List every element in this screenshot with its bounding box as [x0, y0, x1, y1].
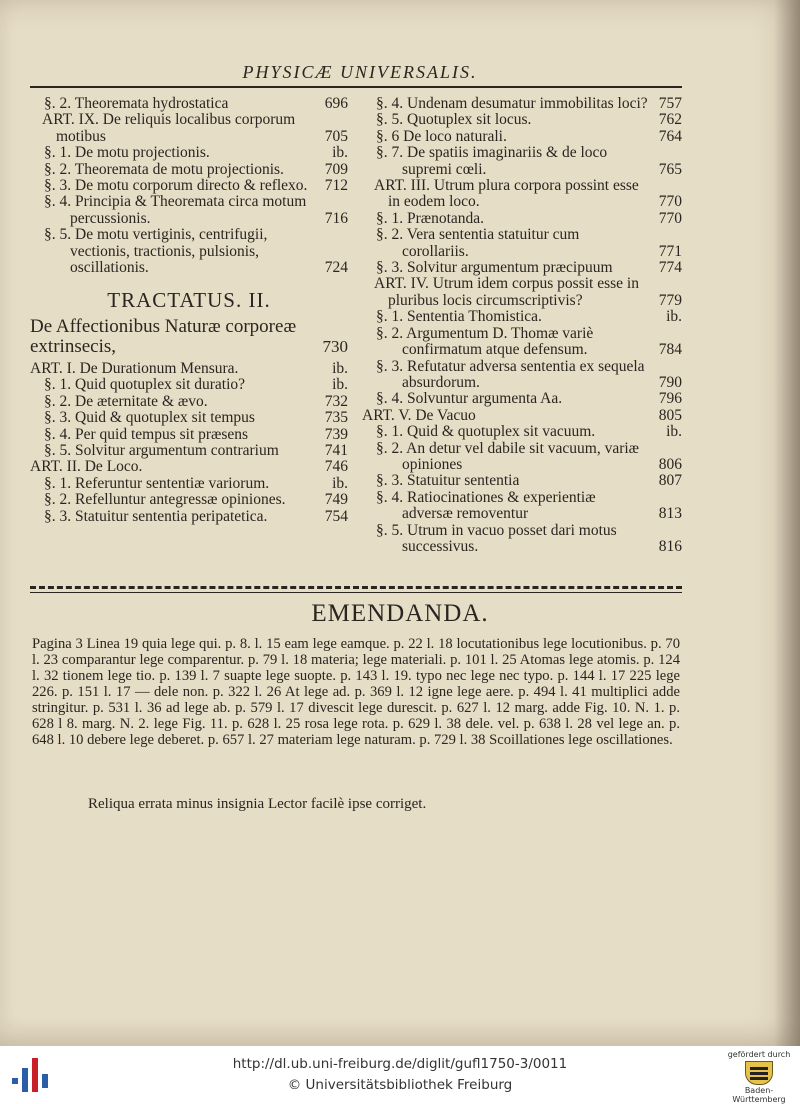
toc-entry-page: 724: [324, 259, 348, 277]
toc-entry-text: §. 4. Principia & Theoremata circa motum percussionis.: [44, 193, 307, 227]
toc-entry-page: 757: [658, 95, 682, 112]
toc-entry: [362, 129, 682, 145]
toc-left-section-1: [30, 96, 348, 276]
toc-entry-text: §. 3. Statuitur sententia peripatetica.: [44, 507, 268, 525]
toc-entry: [30, 410, 348, 426]
toc-entry-page: 805: [658, 406, 682, 424]
toc-entry: [362, 326, 682, 359]
toc-entry-page: ib.: [332, 474, 348, 492]
toc-entry: [30, 145, 348, 161]
toc-entry-text: §. 3. Solvitur argumentum præcipuum: [376, 259, 613, 277]
toc-entry-text: ART. V. De Vacuo: [362, 406, 476, 424]
toc-entry: [30, 509, 348, 525]
toc-left-column: [30, 96, 348, 525]
toc-entry-text: §. 5. De motu vertiginis, centrifugii, vectionis, tractionis, pulsionis, oscillationis.: [44, 226, 268, 277]
toc-entry-text: §. 2. Argumentum D. Thomæ variè confirmatum atque defensum.: [376, 324, 594, 359]
viewer-footer: [0, 1046, 800, 1104]
toc-entry-text: §. 2. Theoremata de motu projectionis.: [44, 160, 284, 178]
toc-entry-page: ib.: [666, 308, 682, 326]
toc-entry-text: §. 4. Solvuntur argumenta Aa.: [376, 390, 563, 408]
tractatus-title: TRACTATUS. II.: [107, 288, 271, 313]
toc-entry-page: 749: [324, 491, 348, 509]
toc-entry-page: 770: [658, 209, 682, 227]
toc-entry-text: §. 1. De motu projectionis.: [44, 144, 210, 162]
toc-entry: [362, 424, 682, 440]
toc-entry-text: §. 5. Quotuplex sit locus.: [376, 111, 532, 129]
sponsor-label: gefördert durch: [727, 1050, 791, 1059]
toc-entry: [30, 492, 348, 508]
toc-entry-text: §. 4. Per quid tempus sit præsens: [44, 425, 249, 443]
toc-entry: [362, 408, 682, 424]
toc-entry-text: §. 1. Quid & quotuplex sit vacuum.: [376, 423, 596, 441]
toc-entry-page: 739: [324, 425, 348, 443]
toc-entry: [362, 441, 682, 474]
toc-entry: [30, 96, 348, 112]
running-head: PHYSICÆ UNIVERSALIS.: [242, 62, 478, 82]
toc-entry: [30, 476, 348, 492]
toc-left-section-2: [30, 361, 348, 525]
toc-entry: [362, 490, 682, 523]
emendanda-closing: Reliqua errata minus insignia Lector facilè ipse corriget.: [88, 796, 427, 812]
toc-entry: [362, 211, 682, 227]
toc-entry: [362, 112, 682, 128]
toc-entry-page: 813: [658, 505, 682, 523]
toc-entry: [362, 276, 682, 309]
toc-entry-page: 705: [324, 127, 348, 145]
toc-entry-text: §. 6 De loco naturali.: [376, 127, 507, 145]
toc-entry-page: 796: [658, 390, 682, 408]
toc-entry-text: §. 4. Ratiocinationes & experientiæ adversæ removentur: [376, 488, 596, 523]
toc-entry: [30, 162, 348, 178]
toc-entry-text: §. 5. Solvitur argumentum contrarium: [44, 441, 279, 459]
toc-entry: [362, 145, 682, 178]
toc-entry-page: 741: [324, 441, 348, 459]
toc-entry-page: ib.: [332, 359, 348, 377]
toc-entry-page: 806: [658, 455, 682, 473]
section-divider: [30, 586, 682, 589]
toc-entry: [362, 359, 682, 392]
sponsor-badge: [726, 1050, 792, 1104]
toc-entry-page: 746: [324, 458, 348, 476]
toc-entry: [30, 377, 348, 393]
toc-entry-page: 770: [658, 193, 682, 211]
toc-entry: [362, 473, 682, 489]
toc-entry-text: ART. II. De Loco.: [30, 458, 143, 476]
toc-entry: [362, 178, 682, 211]
toc-entry-page: 771: [658, 242, 682, 260]
toc-entry-page: 790: [658, 373, 682, 391]
emendanda-body: Pagina 3 Linea 19 quia lege qui. p. 8. l. 15 eam lege eamque. p. 22 l. 18 locutationibus lege locutionibus. p. 70 l. 23 comparantur lege comparentur. p. 79 l. 18 materia; lege materiali. p. 101 l. 25 Atomas lege atomis. p. 124 l. 32 tionem lege tio. p. 139 l. 7 suapte lege suopte. p. 143 l. 19. typo nec lege nec typo. p. 144 l. 17 225 lege 226. p. 151 l. 17 — dele non. p. 322 l. 26 At lege ad. p. 369 l. 12 igne lege aere. p. 494 l. 41 multiplici adde stringitur. p. 531 l. 36 ad lege ab. p. 579 l. 17 divescit lege durescit. p. 627 l. 12 marg. adde Fig. 10. N. 1. p. 628 l 8. marg. N. 2. lege Fig. 11. p. 628 l. 25 rosa lege rota. p. 629 l. 38 dele. vel. p. 638 l. 28 vel lege an. p. 648 l. 10 debere lege deberet. p. 657 l. 27 materiam lege naturam. p. 729 l. 38 Scoillationes lege oscillationes.: [32, 636, 680, 748]
toc-entry-text: §. 1. Quid quotuplex sit duratio?: [44, 376, 246, 394]
toc-entry-text: §. 4. Undenam desumatur immobilitas loci?: [376, 95, 648, 112]
state-crest-icon: [745, 1061, 773, 1085]
toc-entry-text: ART. IX. De reliquis localibus corporum motibus: [42, 111, 296, 145]
toc-entry-text: §. 5. Utrum in vacuo posset dari motus successivus.: [376, 521, 617, 555]
toc-entry: [30, 394, 348, 410]
toc-entry: [362, 96, 682, 112]
copyright-notice: © Universitätsbibliothek Freiburg: [287, 1077, 513, 1093]
toc-entry: [30, 427, 348, 443]
toc-entry: [30, 443, 348, 459]
toc-entry: [362, 260, 682, 276]
toc-entry-text: ART. III. Utrum plura corpora possint esse in eodem loco.: [374, 177, 639, 211]
toc-entry: [362, 309, 682, 325]
toc-entry-text: §. 1. Referuntur sententiæ variorum.: [44, 474, 270, 492]
toc-entry-page: 696: [324, 95, 348, 112]
toc-entry-page: 762: [658, 111, 682, 129]
toc-entry-text: §. 2. Refelluntur antegressæ opiniones.: [44, 491, 286, 509]
toc-entry-page: 807: [658, 472, 682, 490]
toc-entry-page: 709: [324, 160, 348, 178]
toc-entry-text: §. 3. Statuitur sententia: [376, 472, 520, 490]
toc-entry-page: 784: [658, 341, 682, 359]
toc-entry-text: ART. IV. Utrum idem corpus possit esse in pluribus locis circumscriptivis?: [374, 275, 639, 309]
tractatus-subtitle-text: De Affectionibus Naturæ corporeæ extrinsecis,: [30, 315, 297, 357]
toc-entry: [30, 112, 348, 145]
toc-entry-page: ib.: [332, 144, 348, 162]
toc-entry-page: 712: [324, 177, 348, 195]
toc-entry-page: 816: [658, 537, 682, 555]
toc-entry: [30, 194, 348, 227]
toc-entry: [30, 459, 348, 475]
toc-entry-page: 765: [658, 160, 682, 178]
toc-entry-text: §. 7. De spatiis imaginariis & de loco supremi cœli.: [376, 144, 608, 178]
toc-entry: [30, 178, 348, 194]
toc-entry-text: §. 1. Sententia Thomistica.: [376, 308, 542, 326]
toc-entry-page: 735: [324, 409, 348, 427]
toc-entry-page: 716: [324, 209, 348, 227]
header-rule: [30, 86, 682, 88]
toc-entry-text: §. 1. Prænotanda.: [376, 209, 485, 227]
toc-entry-text: §. 2. Theoremata hydrostatica: [44, 95, 229, 112]
toc-entry-text: §. 2. De æternitate & ævo.: [44, 392, 208, 410]
permalink-url[interactable]: http://dl.ub.uni-freiburg.de/diglit/gufl1750-3/0011: [232, 1056, 568, 1072]
sponsor-name: Baden-Württemberg: [732, 1086, 786, 1104]
toc-entry-page: 774: [658, 259, 682, 277]
toc-entry-page: 764: [658, 127, 682, 145]
emendanda-title: EMENDANDA.: [311, 600, 489, 627]
toc-entry-page: 754: [324, 507, 348, 525]
toc-entry-page: ib.: [332, 376, 348, 394]
toc-entry-page: 779: [658, 291, 682, 309]
toc-entry: [362, 523, 682, 556]
toc-entry-text: §. 3. Quid & quotuplex sit tempus: [44, 409, 255, 427]
toc-entry-page: 732: [324, 392, 348, 410]
toc-right-column: [362, 96, 682, 555]
tractatus-subtitle: [30, 317, 348, 357]
toc-entry: [362, 391, 682, 407]
toc-entry-text: ART. I. De Durationum Mensura.: [30, 359, 239, 377]
toc-entry-text: §. 3. Refutatur adversa sententia ex sequela absurdorum.: [376, 357, 645, 391]
toc-entry: [30, 227, 348, 276]
toc-entry-text: §. 3. De motu corporum directo & reflexo.: [44, 177, 308, 195]
toc-entry: [30, 361, 348, 377]
section-divider-thin: [30, 592, 682, 593]
toc-right-section: [362, 96, 682, 555]
tractatus-page: 730: [322, 336, 348, 356]
toc-entry: [362, 227, 682, 260]
toc-entry-page: ib.: [666, 423, 682, 441]
toc-entry-text: §. 2. An detur vel dabile sit vacuum, variæ opiniones: [376, 439, 640, 473]
toc-entry-text: §. 2. Vera sententia statuitur cum corollariis.: [376, 226, 580, 260]
